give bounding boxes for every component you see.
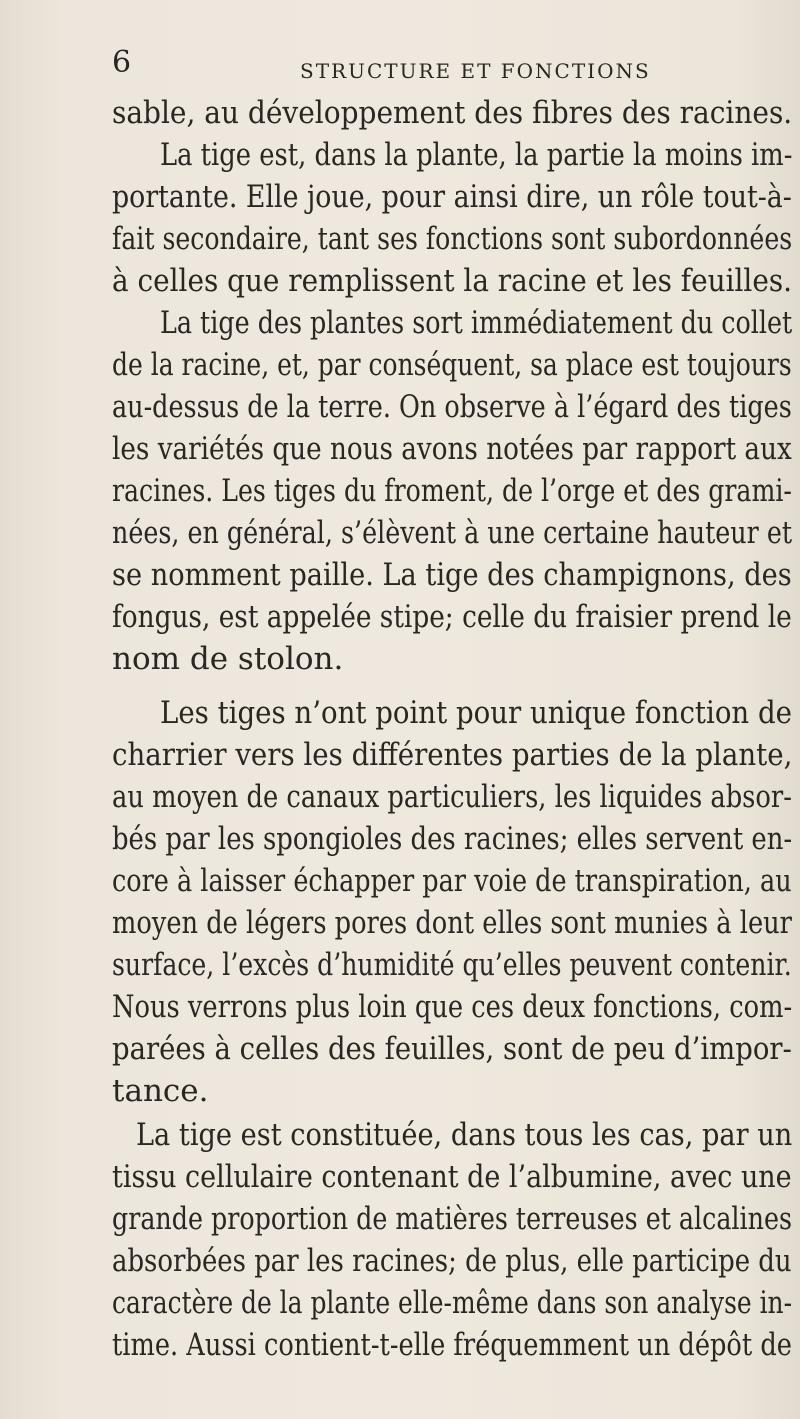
text-line: parées à celles des feuilles, sont de peu d’impor- — [112, 1031, 792, 1067]
text-line: au moyen de canaux particuliers, les liquides absor- — [112, 779, 792, 815]
text-line: tissu cellulaire contenant de l’albumine, avec une — [112, 1159, 792, 1195]
text-line: au-dessus de la terre. On observe à l’égard des tiges — [112, 389, 792, 425]
text-line: se nomment paille. La tige des champignons, des — [112, 557, 792, 593]
text-line: La tige est, dans la plante, la partie la moins im- — [160, 137, 793, 173]
text-line: La tige des plantes sort immédiatement du collet — [160, 305, 793, 341]
text-line: core à laisser échapper par voie de transpiration, au — [112, 863, 792, 899]
running-head: STRUCTURE ET FONCTIONS — [300, 59, 651, 83]
text-line: de la racine, et, par conséquent, sa place est toujours — [112, 347, 792, 383]
text-line: surface, l’excès d’humidité qu’elles peuvent contenir. — [112, 947, 792, 983]
text-line: moyen de légers pores dont elles sont munies à leur — [112, 905, 792, 941]
text-line: absorbées par les racines; de plus, elle participe du — [112, 1243, 792, 1279]
text-line: grande proportion de matières terreuses et alcalines — [112, 1201, 792, 1237]
text-line: Les tiges n’ont point pour unique fonction de — [160, 695, 792, 731]
text-line: caractère de la plante elle-même dans son analyse in- — [112, 1285, 793, 1321]
text-line: nées, en général, s’élèvent à une certaine hauteur et — [112, 515, 793, 551]
text-line: fongus, est appelée stipe; celle du fraisier prend le — [112, 599, 792, 635]
text-line: bés par les spongioles des racines; elles servent en- — [112, 821, 793, 857]
text-line: nom de stolon. — [112, 641, 344, 677]
text-line: à celles que remplissent la racine et les feuilles. — [112, 263, 793, 299]
text-line: portante. Elle joue, pour ainsi dire, un rôle tout-à- — [112, 179, 792, 215]
text-line: charrier vers les différentes parties de la plante, — [112, 737, 793, 773]
text-line: racines. Les tiges du froment, de l’orge et des grami- — [112, 473, 792, 509]
text-line: Nous verrons plus loin que ces deux fonctions, com- — [112, 989, 793, 1025]
text-line: time. Aussi contient-t-elle fréquemment un dépôt de — [112, 1327, 792, 1363]
text-line: tance. — [112, 1073, 209, 1109]
text-line: fait secondaire, tant ses fonctions sont subordonnées — [112, 221, 793, 257]
page-number: 6 — [112, 45, 132, 80]
text-line: La tige est constituée, dans tous les cas, par un — [136, 1117, 793, 1153]
page-header — [0, 44, 800, 84]
text-line: les variétés que nous avons notées par rapport aux — [112, 431, 792, 467]
text-line: sable, au développement des fibres des racines. — [112, 95, 793, 131]
